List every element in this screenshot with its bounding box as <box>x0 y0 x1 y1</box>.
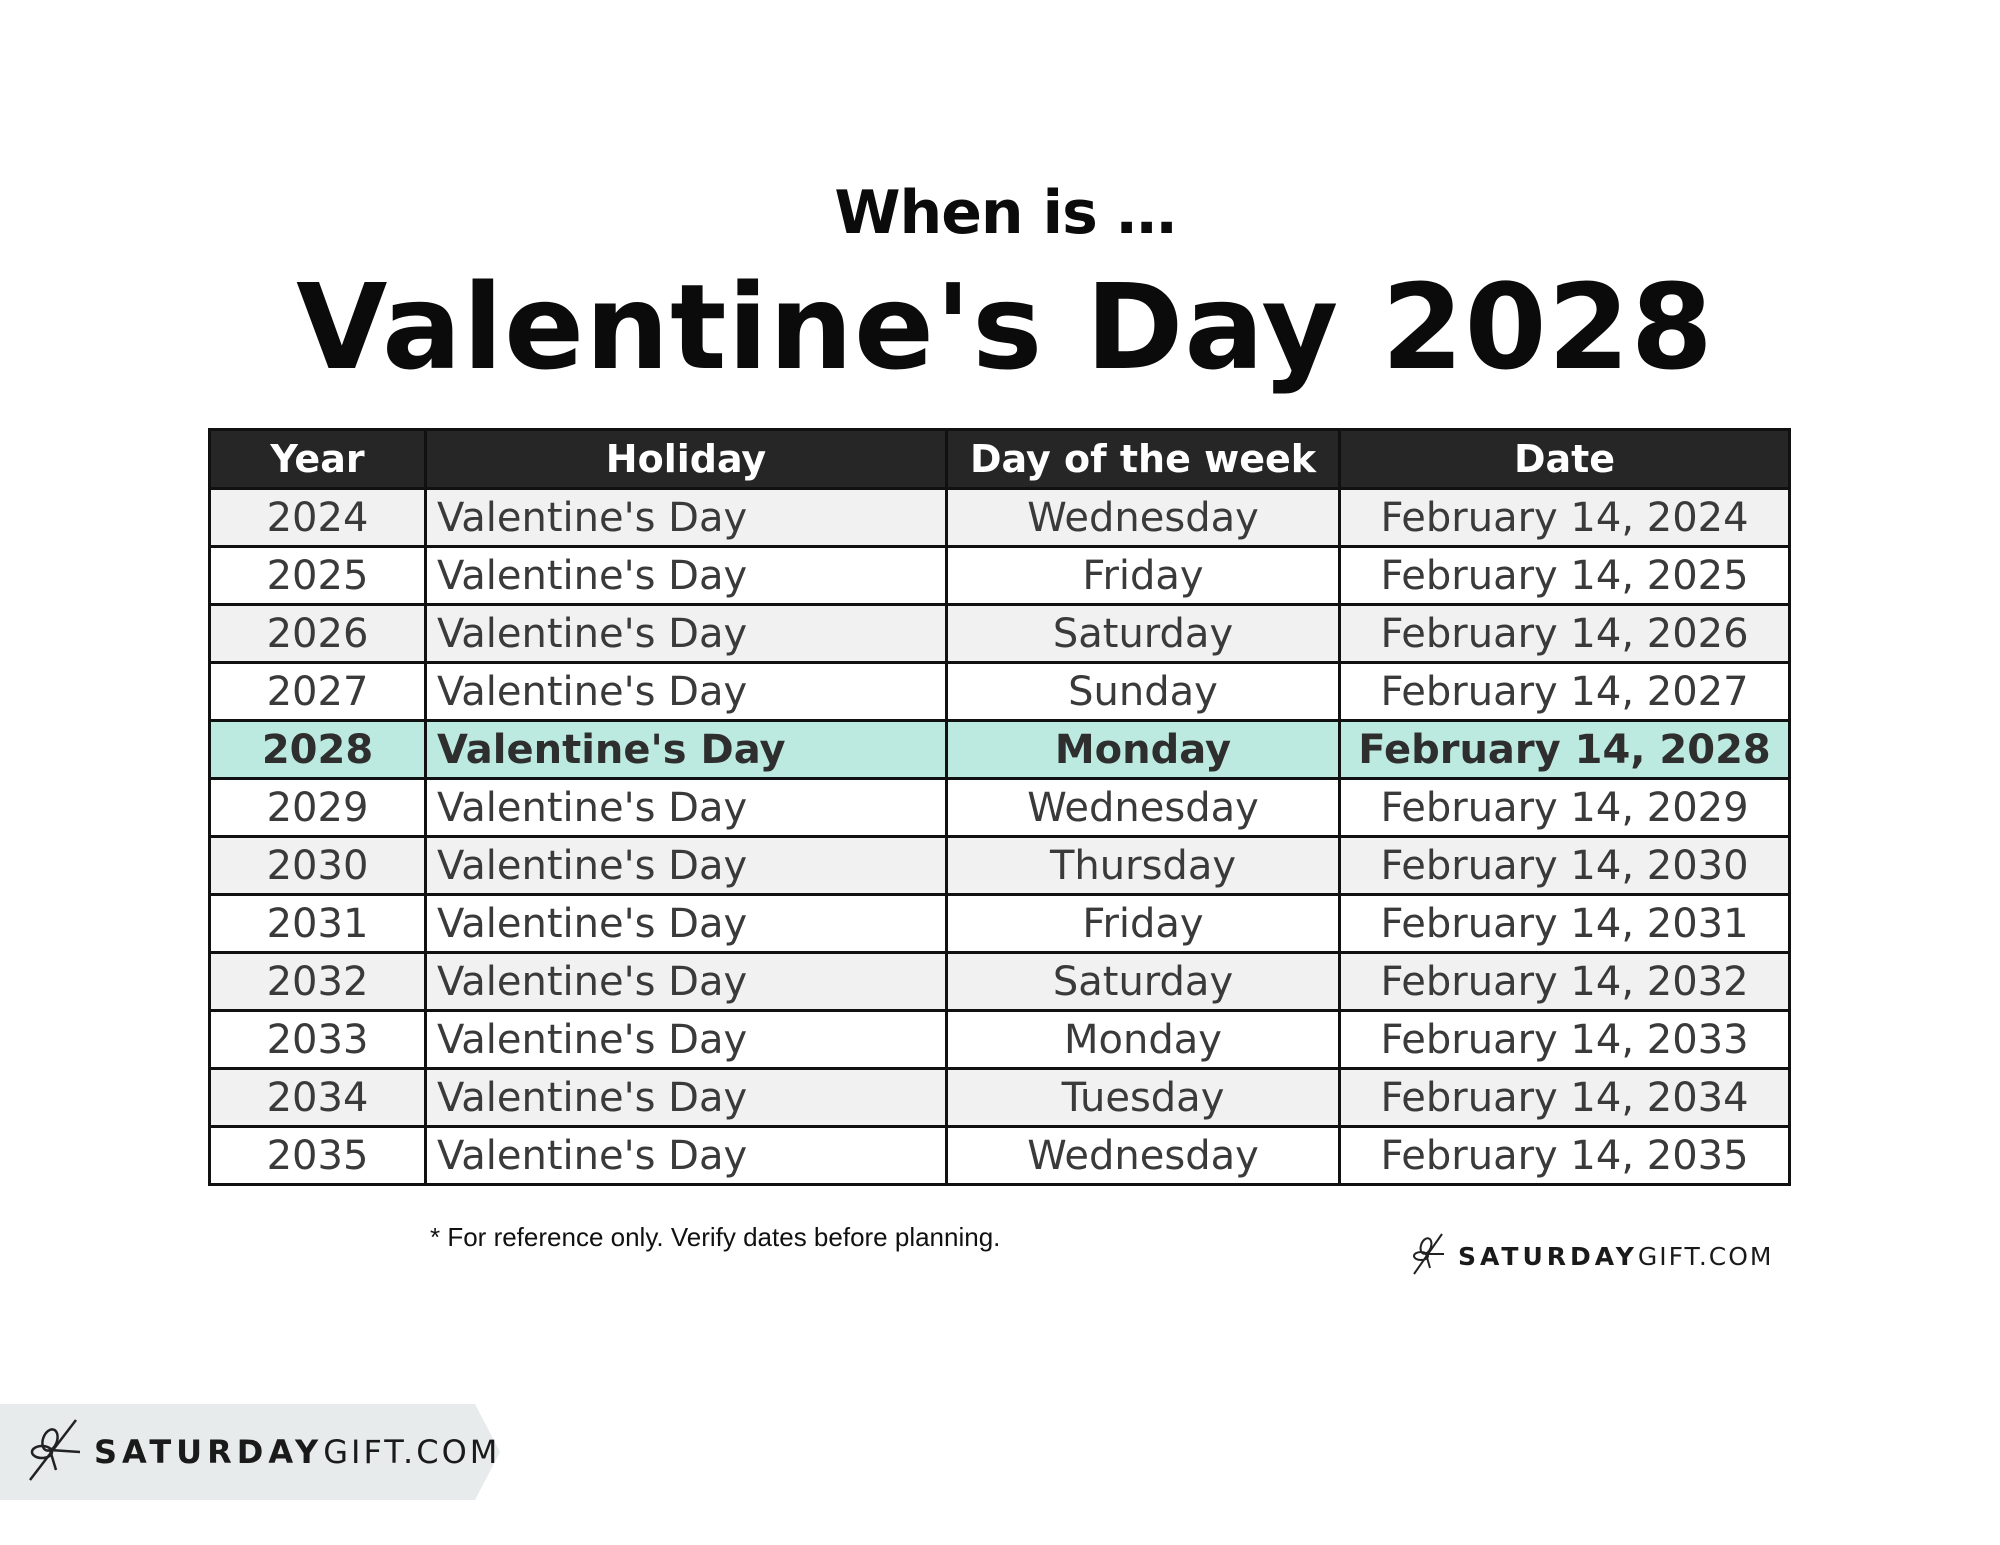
weekday-cell: Wednesday <box>947 1127 1340 1185</box>
disclaimer-note: * For reference only. Verify dates before planning. <box>430 1222 1001 1252</box>
year-cell: 2025 <box>210 547 426 605</box>
holiday-cell: Valentine's Day <box>426 663 947 721</box>
holiday-cell: Valentine's Day <box>426 1127 947 1185</box>
year-cell: 2026 <box>210 605 426 663</box>
table-row <box>210 1069 1790 1127</box>
column-header-holiday: Holiday <box>426 430 947 489</box>
date-cell: February 14, 2034 <box>1340 1069 1790 1127</box>
holiday-cell: Valentine's Day <box>426 489 947 547</box>
holiday-cell: Valentine's Day <box>426 779 947 837</box>
table-row <box>210 547 1790 605</box>
column-header-weekday: Day of the week <box>947 430 1340 489</box>
table-row <box>210 1011 1790 1069</box>
weekday-cell: Saturday <box>947 605 1340 663</box>
table-row <box>210 895 1790 953</box>
table-row <box>210 779 1790 837</box>
date-cell: February 14, 2027 <box>1340 663 1790 721</box>
year-cell: 2027 <box>210 663 426 721</box>
date-cell: February 14, 2031 <box>1340 895 1790 953</box>
brand-logo-small[interactable] <box>1412 1232 1773 1280</box>
weekday-cell: Tuesday <box>947 1069 1340 1127</box>
year-cell: 2033 <box>210 1011 426 1069</box>
date-cell: February 14, 2035 <box>1340 1127 1790 1185</box>
brand-name-bold: SATURDAY <box>94 1433 324 1471</box>
weekday-cell: Saturday <box>947 953 1340 1011</box>
table-row <box>210 953 1790 1011</box>
brand-logo-large[interactable] <box>28 1418 500 1486</box>
year-cell: 2028 <box>210 721 426 779</box>
holiday-cell: Valentine's Day <box>426 721 947 779</box>
date-cell: February 14, 2033 <box>1340 1011 1790 1069</box>
year-cell: 2030 <box>210 837 426 895</box>
column-header-date: Date <box>1340 430 1790 489</box>
table-row-highlighted <box>210 721 1790 779</box>
table-row <box>210 489 1790 547</box>
weekday-cell: Thursday <box>947 837 1340 895</box>
holiday-cell: Valentine's Day <box>426 895 947 953</box>
weekday-cell: Friday <box>947 895 1340 953</box>
gift-bow-icon <box>28 1418 84 1486</box>
holiday-cell: Valentine's Day <box>426 605 947 663</box>
holiday-cell: Valentine's Day <box>426 547 947 605</box>
table-row <box>210 837 1790 895</box>
year-cell: 2031 <box>210 895 426 953</box>
page-title: Valentine's Day 2028 <box>296 258 1714 396</box>
year-cell: 2029 <box>210 779 426 837</box>
weekday-cell: Sunday <box>947 663 1340 721</box>
column-header-year: Year <box>210 430 426 489</box>
date-cell: February 14, 2026 <box>1340 605 1790 663</box>
date-cell: February 14, 2032 <box>1340 953 1790 1011</box>
year-cell: 2024 <box>210 489 426 547</box>
table-row <box>210 605 1790 663</box>
table-header-row <box>210 430 1790 489</box>
brand-name-light: GIFT.COM <box>323 1433 501 1471</box>
holiday-cell: Valentine's Day <box>426 837 947 895</box>
weekday-cell: Monday <box>947 1011 1340 1069</box>
weekday-cell: Wednesday <box>947 489 1340 547</box>
date-cell: February 14, 2024 <box>1340 489 1790 547</box>
holiday-cell: Valentine's Day <box>426 1069 947 1127</box>
year-cell: 2034 <box>210 1069 426 1127</box>
subtitle: When is … <box>834 178 1176 248</box>
year-cell: 2035 <box>210 1127 426 1185</box>
date-cell: February 14, 2028 <box>1340 721 1790 779</box>
date-cell: February 14, 2030 <box>1340 837 1790 895</box>
date-cell: February 14, 2029 <box>1340 779 1790 837</box>
year-cell: 2032 <box>210 953 426 1011</box>
date-cell: February 14, 2025 <box>1340 547 1790 605</box>
brand-name-bold: SATURDAY <box>1458 1241 1638 1271</box>
table-row <box>210 1127 1790 1185</box>
weekday-cell: Monday <box>947 721 1340 779</box>
holiday-cell: Valentine's Day <box>426 953 947 1011</box>
holiday-cell: Valentine's Day <box>426 1011 947 1069</box>
gift-bow-icon <box>1412 1232 1452 1280</box>
table-row <box>210 663 1790 721</box>
weekday-cell: Wednesday <box>947 779 1340 837</box>
valentines-day-table <box>208 428 1791 1186</box>
weekday-cell: Friday <box>947 547 1340 605</box>
brand-name-light: GIFT.COM <box>1637 1241 1774 1271</box>
